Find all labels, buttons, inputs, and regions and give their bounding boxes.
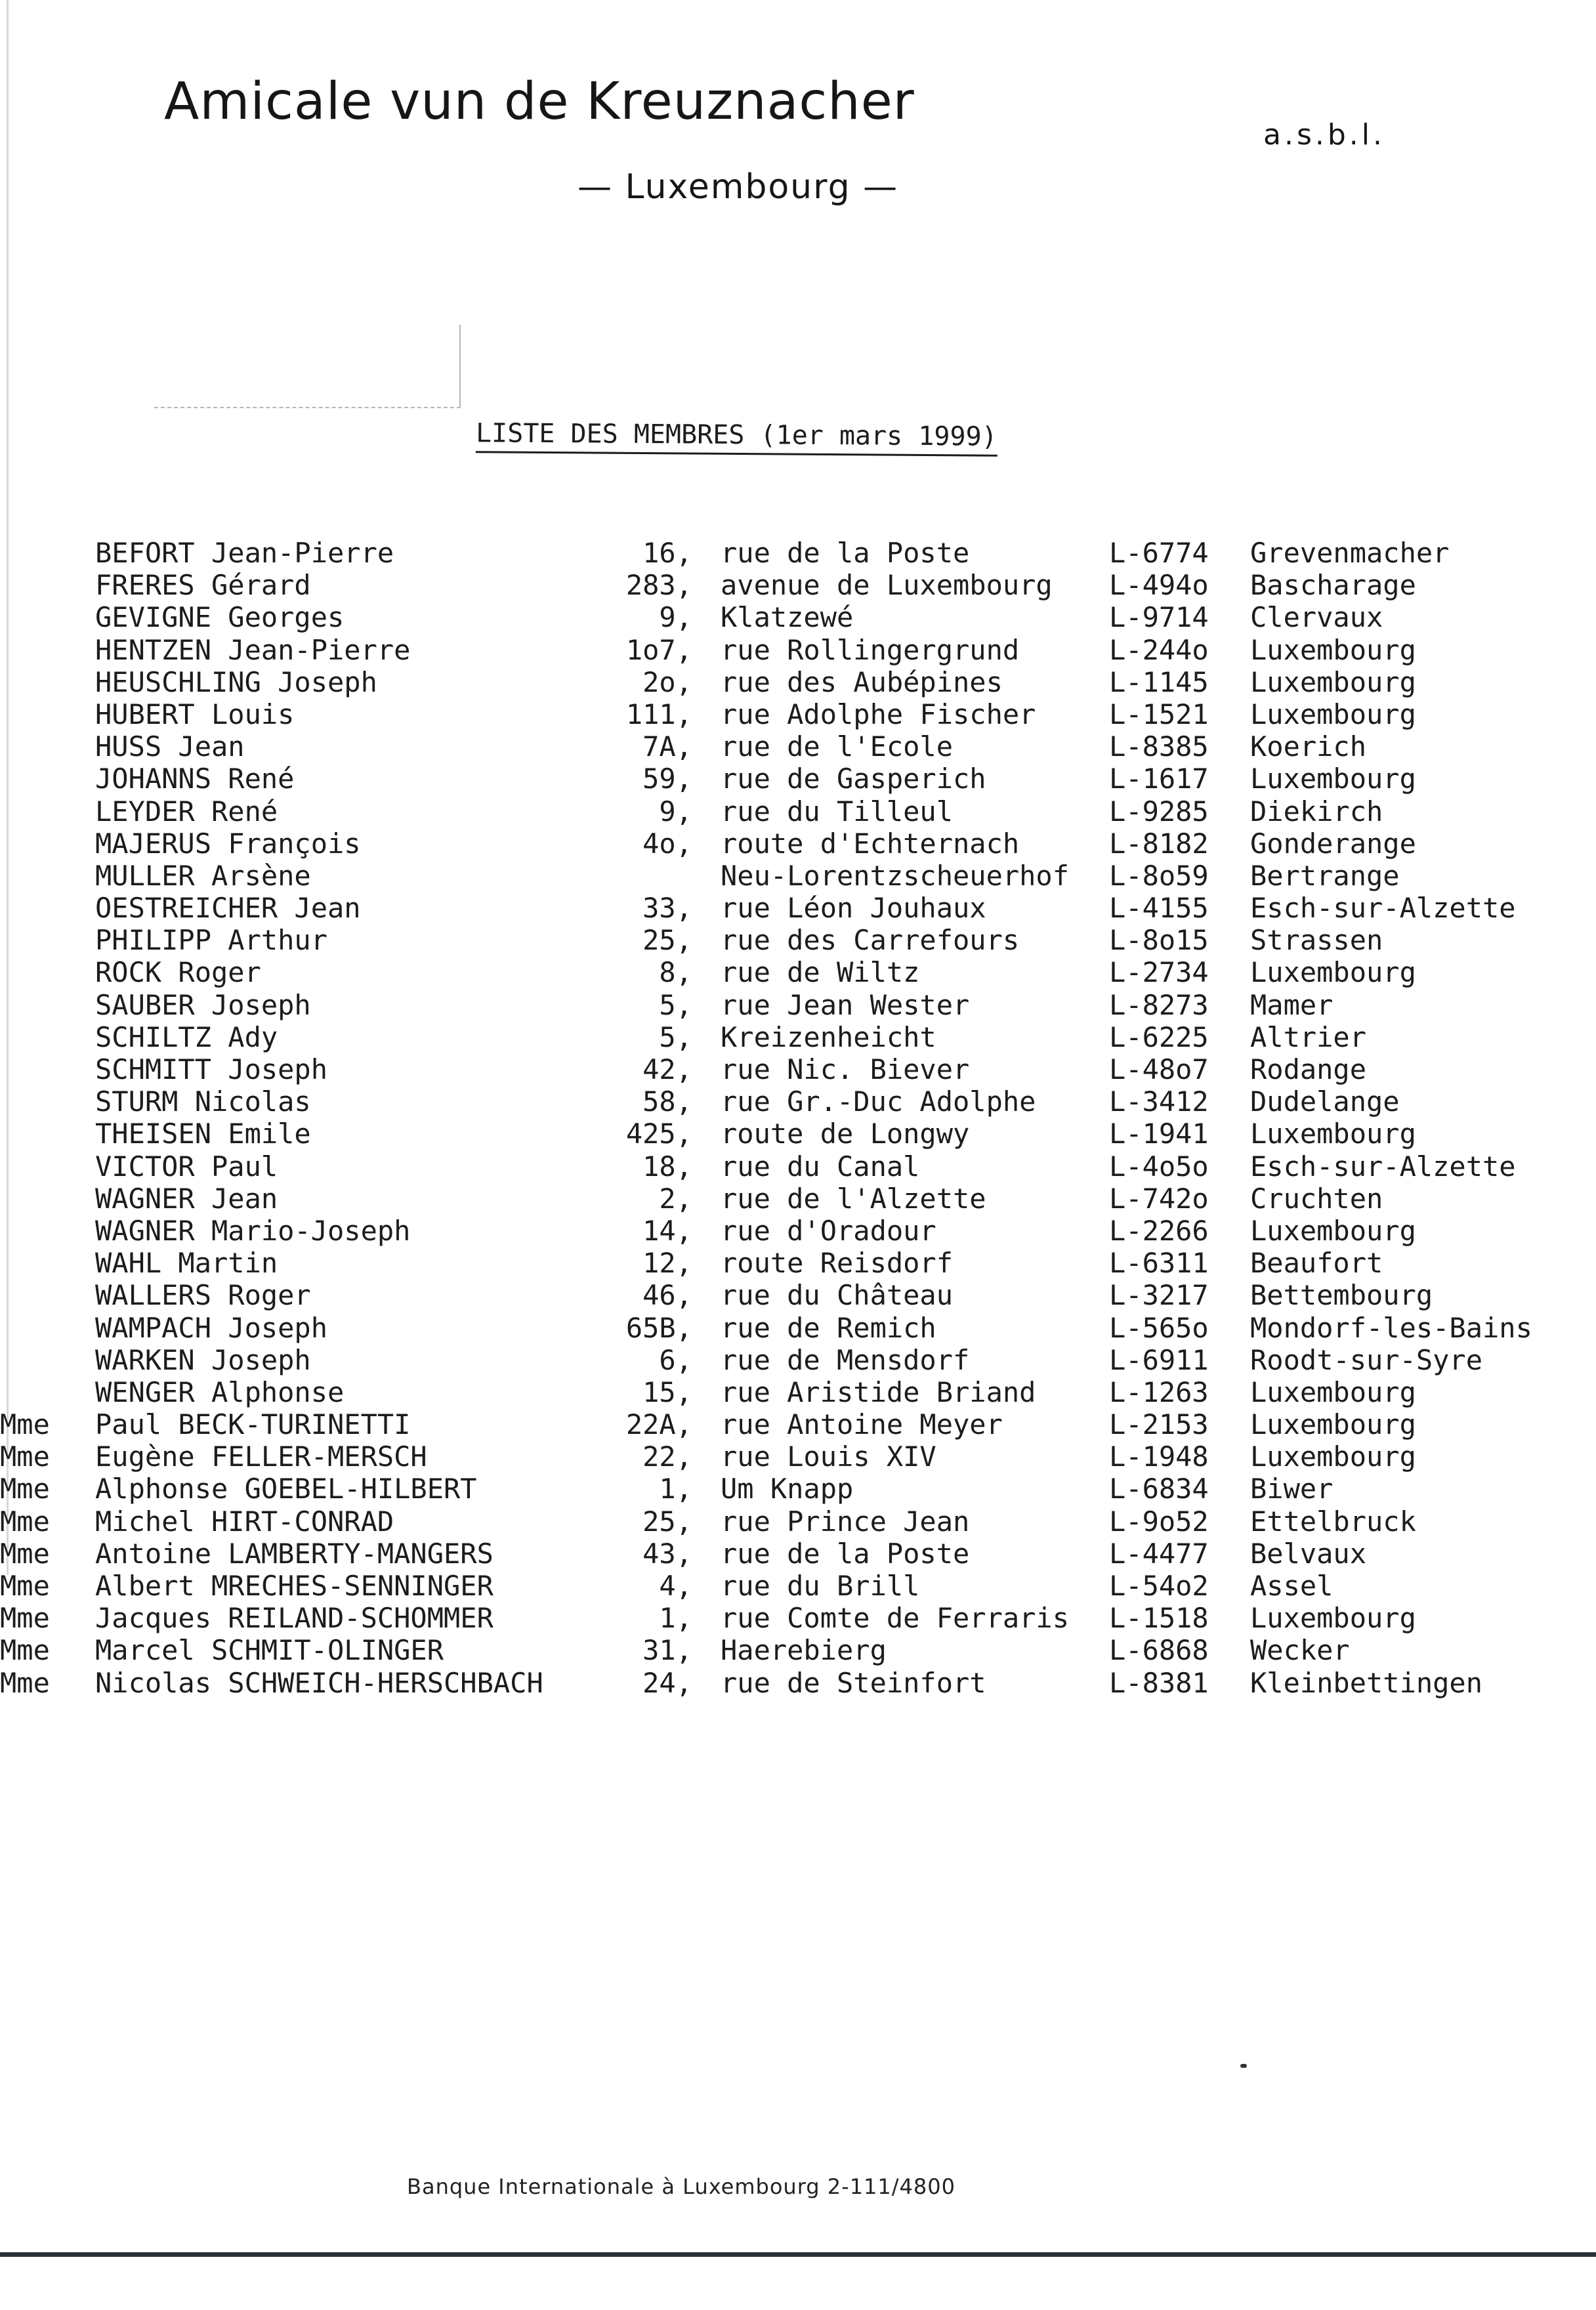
member-title: Mme [0,1570,50,1602]
member-row [0,763,1596,795]
member-row [0,828,1596,860]
member-row [0,1473,1596,1505]
postal-code: L-4155 [1109,892,1209,925]
street: rue Prince Jean [721,1505,970,1538]
street: rue Léon Jouhaux [721,892,986,925]
member-name: MULLER Arsène [95,859,311,892]
house-number: 5, [659,1020,692,1053]
member-list [0,537,1596,1699]
member-name: Jacques REILAND-SCHOMMER [95,1602,494,1635]
organization-suffix: a.s.b.l. [1263,118,1385,152]
locality: Luxembourg [1250,1118,1416,1150]
member-row [0,1247,1596,1279]
postal-code: L-4477 [1109,1537,1209,1570]
member-name: Alphonse GOEBEL-HILBERT [95,1473,477,1505]
house-number: 58, [642,1085,692,1118]
member-name: Antoine LAMBERTY-MANGERS [95,1537,494,1570]
postal-code: L-54o2 [1109,1570,1209,1602]
member-name: STURM Nicolas [95,1085,311,1118]
member-row [0,795,1596,828]
locality: Mondorf-les-Bains [1250,1311,1532,1344]
member-name: WAHL Martin [95,1247,278,1280]
address-window-marks [154,325,461,408]
member-name: Nicolas SCHWEICH-HERSCHBACH [95,1666,543,1699]
street: rue Adolphe Fischer [721,698,1036,730]
member-row [0,956,1596,988]
member-name: GEVIGNE Georges [95,601,345,634]
member-name: SCHILTZ Ady [95,1020,278,1053]
member-name: WARKEN Joseph [95,1343,311,1376]
street: rue de l'Alzette [721,1182,986,1215]
member-row [0,1570,1596,1602]
postal-code: L-6868 [1109,1634,1209,1667]
member-name: WAGNER Mario-Joseph [95,1214,411,1247]
locality: Luxembourg [1250,633,1416,666]
locality: Luxembourg [1250,1440,1416,1473]
member-title: Mme [0,1602,50,1635]
house-number: 7A, [642,730,692,763]
street: rue de Gasperich [721,763,986,795]
locality: Esch-sur-Alzette [1250,1150,1516,1183]
member-name: HENTZEN Jean-Pierre [95,633,411,666]
house-number: 25, [642,1505,692,1538]
street: rue du Brill [721,1570,920,1602]
member-name: LEYDER René [95,795,278,828]
member-row [0,1312,1596,1344]
street: Neu-Lorentzscheuerhof [721,859,1070,892]
house-number: 33, [642,892,692,925]
street: rue du Château [721,1279,954,1312]
locality: Beaufort [1250,1247,1383,1280]
postal-code: L-8o15 [1109,924,1209,957]
house-number: 425, [625,1118,692,1150]
organization-name: Amicale vun de Kreuznacher [164,72,915,131]
postal-code: L-8273 [1109,988,1209,1021]
postal-code: L-9o52 [1109,1505,1209,1538]
postal-code: L-6311 [1109,1247,1209,1280]
postal-code: L-8o59 [1109,859,1209,892]
member-row [0,1085,1596,1118]
house-number: 14, [642,1214,692,1247]
member-title: Mme [0,1440,50,1473]
locality: Luxembourg [1250,1408,1416,1441]
locality: Grevenmacher [1250,537,1450,569]
postal-code: L-244o [1109,633,1209,666]
member-row [0,1344,1596,1376]
member-name: MAJERUS François [95,827,361,860]
locality: Ettelbruck [1250,1505,1416,1538]
member-title: Mme [0,1666,50,1699]
postal-code: L-48o7 [1109,1053,1209,1085]
house-number: 43, [642,1537,692,1570]
member-row [0,537,1596,569]
postal-code: L-1521 [1109,698,1209,730]
locality: Esch-sur-Alzette [1250,892,1516,925]
street: rue Antoine Meyer [721,1408,1003,1441]
member-row [0,1634,1596,1666]
house-number: 9, [659,601,692,634]
member-row [0,1053,1596,1085]
postal-code: L-4o5o [1109,1150,1209,1183]
street: rue de Mensdorf [721,1343,970,1376]
street: avenue de Luxembourg [721,569,1053,602]
member-row [0,1408,1596,1440]
postal-code: L-3217 [1109,1279,1209,1312]
house-number: 65B, [625,1311,692,1344]
locality: Luxembourg [1250,698,1416,730]
member-row [0,860,1596,892]
postal-code: L-6834 [1109,1473,1209,1505]
street: rue Rollingergrund [721,633,1020,666]
member-row [0,1602,1596,1634]
postal-code: L-1948 [1109,1440,1209,1473]
postal-code: L-8385 [1109,730,1209,763]
locality: Luxembourg [1250,1214,1416,1247]
member-row [0,601,1596,633]
member-name: Eugène FELLER-MERSCH [95,1440,427,1473]
locality: Assel [1250,1570,1334,1602]
member-row [0,634,1596,666]
locality: Luxembourg [1250,1376,1416,1408]
member-row [0,1215,1596,1247]
street: rue de Remich [721,1311,936,1344]
member-name: WAGNER Jean [95,1182,278,1215]
member-name: HUSS Jean [95,730,245,763]
house-number: 46, [642,1279,692,1312]
house-number: 42, [642,1053,692,1085]
house-number: 4o, [642,827,692,860]
locality: Luxembourg [1250,665,1416,698]
member-row [0,1118,1596,1150]
member-row [0,730,1596,763]
member-title: Mme [0,1634,50,1667]
locality: Luxembourg [1250,763,1416,795]
locality: Roodt-sur-Syre [1250,1343,1483,1376]
street: rue Gr.-Duc Adolphe [721,1085,1036,1118]
member-name: JOHANNS René [95,763,295,795]
house-number: 283, [625,569,692,602]
street: Klatzewé [721,601,854,634]
locality: Bascharage [1250,569,1416,602]
street: rue de l'Ecole [721,730,954,763]
member-name: WALLERS Roger [95,1279,311,1312]
house-number: 1, [659,1473,692,1505]
house-number: 31, [642,1634,692,1667]
street: rue Comte de Ferraris [721,1602,1070,1635]
street: rue d'Oradour [721,1214,936,1247]
locality: Belvaux [1250,1537,1367,1570]
locality: Rodange [1250,1053,1367,1085]
street: rue des Carrefours [721,924,1020,957]
postal-code: L-1145 [1109,665,1209,698]
street: route d'Echternach [721,827,1020,860]
street: rue de Steinfort [721,1666,986,1699]
postal-code: L-1263 [1109,1376,1209,1408]
locality: Wecker [1250,1634,1350,1667]
member-title: Mme [0,1537,50,1570]
postal-code: L-1518 [1109,1602,1209,1635]
postal-code: L-2734 [1109,956,1209,989]
member-row [0,569,1596,601]
street: rue du Tilleul [721,795,954,828]
street: rue Jean Wester [721,988,970,1021]
house-number: 24, [642,1666,692,1699]
member-row [0,892,1596,924]
member-row [0,924,1596,956]
locality: Altrier [1250,1020,1367,1053]
member-name: BEFORT Jean-Pierre [95,537,394,569]
locality: Koerich [1250,730,1367,763]
postal-code: L-2153 [1109,1408,1209,1441]
member-name: WAMPACH Joseph [95,1311,328,1344]
house-number: 18, [642,1150,692,1183]
member-row [0,1021,1596,1053]
house-number: 111, [625,698,692,730]
locality: Gonderange [1250,827,1416,860]
street: rue des Aubépines [721,665,1003,698]
member-name: ROCK Roger [95,956,261,989]
member-name: WENGER Alphonse [95,1376,345,1408]
house-number: 8, [659,956,692,989]
member-name: THEISEN Emile [95,1118,311,1150]
street: rue de la Poste [721,537,970,569]
member-title: Mme [0,1505,50,1538]
house-number: 9, [659,795,692,828]
member-name: SCHMITT Joseph [95,1053,328,1085]
ink-speck [1240,2064,1247,2068]
locality: Clervaux [1250,601,1383,634]
house-number: 25, [642,924,692,957]
house-number: 1, [659,1602,692,1635]
locality: Mamer [1250,988,1334,1021]
street: rue de la Poste [721,1537,970,1570]
locality: Luxembourg [1250,1602,1416,1635]
member-row [0,989,1596,1021]
locality: Kleinbettingen [1250,1666,1483,1699]
member-row [0,1538,1596,1570]
postal-code: L-9714 [1109,601,1209,634]
street: rue Louis XIV [721,1440,936,1473]
postal-code: L-3412 [1109,1085,1209,1118]
house-number: 2o, [642,665,692,698]
member-name: VICTOR Paul [95,1150,278,1183]
bottom-rule [0,2252,1596,2257]
house-number: 22A, [625,1408,692,1441]
postal-code: L-8182 [1109,827,1209,860]
locality: Luxembourg [1250,956,1416,989]
locality: Dudelange [1250,1085,1400,1118]
member-row [0,1183,1596,1215]
postal-code: L-565o [1109,1311,1209,1344]
locality: Strassen [1250,924,1383,957]
street: Um Knapp [721,1473,854,1505]
postal-code: L-6774 [1109,537,1209,569]
house-number: 16, [642,537,692,569]
member-row [0,1440,1596,1473]
house-number: 1o7, [625,633,692,666]
postal-code: L-1941 [1109,1118,1209,1150]
member-title: Mme [0,1473,50,1505]
member-title: Mme [0,1408,50,1441]
postal-code: L-8381 [1109,1666,1209,1699]
member-row [0,1279,1596,1311]
member-name: OESTREICHER Jean [95,892,361,925]
postal-code: L-6911 [1109,1343,1209,1376]
member-row [0,1505,1596,1538]
house-number: 5, [659,988,692,1021]
house-number: 6, [659,1343,692,1376]
postal-code: L-742o [1109,1182,1209,1215]
member-row [0,1150,1596,1183]
postal-code: L-494o [1109,569,1209,602]
street: Haerebierg [721,1634,887,1667]
street: route de Longwy [721,1118,970,1150]
locality: Diekirch [1250,795,1383,828]
member-name: HUBERT Louis [95,698,295,730]
house-number: 22, [642,1440,692,1473]
postal-code: L-9285 [1109,795,1209,828]
locality: Bertrange [1250,859,1400,892]
street: rue Aristide Briand [721,1376,1036,1408]
member-name: FRERES Gérard [95,569,311,602]
house-number: 2, [659,1182,692,1215]
street: route Reisdorf [721,1247,954,1280]
locality: Bettembourg [1250,1279,1433,1312]
postal-code: L-2266 [1109,1214,1209,1247]
street: Kreizenheicht [721,1020,936,1053]
member-row [0,698,1596,730]
postal-code: L-6225 [1109,1020,1209,1053]
house-number: 12, [642,1247,692,1280]
member-row [0,1667,1596,1699]
member-name: Marcel SCHMIT-OLINGER [95,1634,444,1667]
locality: Biwer [1250,1473,1334,1505]
house-number: 4, [659,1570,692,1602]
member-row [0,666,1596,698]
document-title: LISTE DES MEMBRES (1er mars 1999) [476,418,998,457]
member-name: Albert MRECHES-SENNINGER [95,1570,494,1602]
locality: Cruchten [1250,1182,1383,1215]
member-name: Paul BECK-TURINETTI [95,1408,411,1441]
house-number: 59, [642,763,692,795]
member-name: PHILIPP Arthur [95,924,328,957]
house-number: 15, [642,1376,692,1408]
postal-code: L-1617 [1109,763,1209,795]
footer-bank-line: Banque Internationale à Luxembourg 2-111/4800 [407,2174,956,2199]
organization-city-line: — Luxembourg — [578,167,899,207]
member-name: SAUBER Joseph [95,988,311,1021]
street: rue de Wiltz [721,956,920,989]
member-row [0,1376,1596,1408]
street: rue Nic. Biever [721,1053,970,1085]
member-name: Michel HIRT-CONRAD [95,1505,394,1538]
street: rue du Canal [721,1150,920,1183]
member-name: HEUSCHLING Joseph [95,665,377,698]
